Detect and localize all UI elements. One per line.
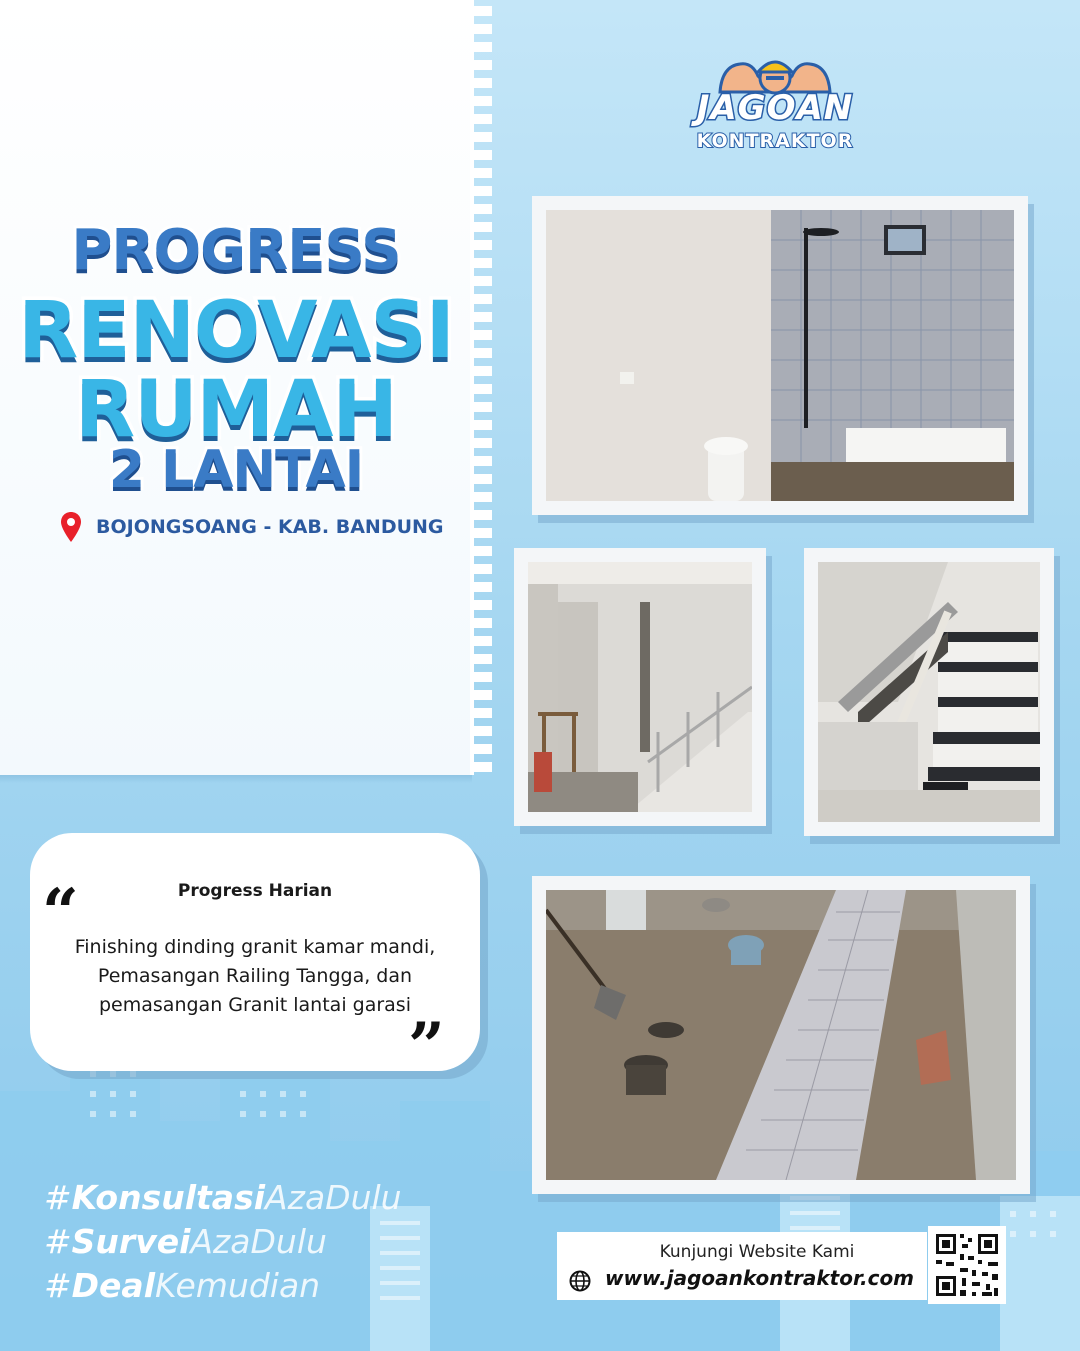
- bathroom-image: [546, 210, 1014, 501]
- quote-title: Progress Harian: [177, 881, 333, 901]
- quote-body: Finishing dinding granit kamar mandi, Pemasangan Railing Tangga, dan pemasangan Granit lantai garasi: [74, 936, 436, 1016]
- title-line-3: RUMAH: [75, 365, 397, 455]
- title-line-4: 2 LANTAI: [108, 440, 364, 500]
- hashtag-survei: [44, 1220, 402, 1264]
- garage-floor-image: [546, 890, 1016, 1180]
- location: [60, 511, 444, 543]
- hashtag-thin: Kemudian: [155, 1266, 321, 1305]
- website-url-link[interactable]: www.jagoankontraktor.com: [605, 1266, 915, 1290]
- staircase-photo: [804, 548, 1054, 836]
- hashtag-bold: Deal: [71, 1266, 156, 1305]
- brand-logo: [690, 52, 860, 157]
- hashtag-thin: AzaDulu: [190, 1222, 327, 1261]
- bathroom-photo: [532, 196, 1028, 515]
- title-line-1: PROGRESS: [71, 218, 401, 283]
- hash-symbol: #: [44, 1222, 72, 1261]
- hashtag-konsultasi: [44, 1176, 402, 1220]
- qr-code[interactable]: [928, 1226, 1006, 1304]
- website-box[interactable]: [557, 1232, 927, 1300]
- interior-wall-photo: [514, 548, 766, 826]
- interior-wall-image: [528, 562, 752, 812]
- hashtag-bold: Survei: [71, 1222, 191, 1261]
- hash-symbol: #: [44, 1178, 72, 1217]
- hashtags: [44, 1176, 402, 1308]
- brand-name-primary: JAGOAN: [696, 88, 854, 128]
- paper-zigzag-edge: [470, 0, 498, 775]
- hashtag-deal: [44, 1264, 402, 1308]
- paper-shadow: [0, 775, 472, 783]
- hashtag-thin: AzaDulu: [265, 1178, 402, 1217]
- location-text: BOJONGSOANG - KAB. BANDUNG: [96, 516, 444, 538]
- hashtag-bold: Konsultasi: [71, 1178, 266, 1217]
- brand-name-secondary: KONTRAKTOR: [696, 130, 854, 152]
- title-line-2: RENOVASI: [18, 286, 454, 376]
- hash-symbol: #: [44, 1266, 72, 1305]
- staircase-image: [818, 562, 1040, 822]
- open-quote-icon: “: [42, 875, 79, 950]
- garage-floor-photo: [532, 876, 1030, 1194]
- map-pin-icon: [60, 511, 82, 543]
- globe-icon: [569, 1270, 591, 1292]
- close-quote-icon: ”: [408, 1009, 445, 1084]
- website-label: Kunjungi Website Kami: [659, 1242, 855, 1262]
- progress-quote-card: [30, 833, 480, 1084]
